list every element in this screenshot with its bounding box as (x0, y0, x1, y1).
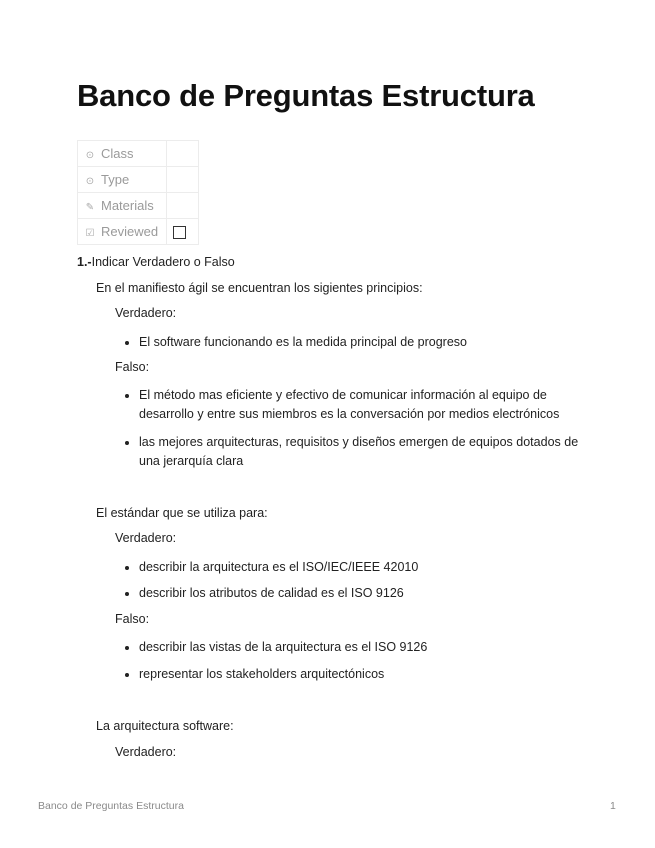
property-row-class (78, 141, 199, 167)
question-prompt: En el manifiesto ágil se encuentran los sigientes principios: (96, 281, 423, 295)
question-number: 1.- (77, 255, 92, 269)
property-row-reviewed (78, 219, 199, 245)
list-item: las mejores arquitecturas, requisitos y diseños emergen de equipos dotados de una jerarquía clara (139, 433, 579, 471)
property-value-class[interactable] (167, 141, 199, 167)
checkbox-icon: ☑ (85, 228, 95, 239)
property-label: Reviewed (101, 224, 159, 239)
true-label: Verdadero: (115, 531, 177, 545)
reviewed-checkbox[interactable] (173, 226, 186, 239)
list-item: describir la arquitectura es el ISO/IEC/IEEE 42010 (139, 558, 579, 577)
list-item: describir los atributos de calidad es el ISO 9126 (139, 584, 579, 603)
footer-document-name: Banco de Preguntas Estructura (38, 800, 184, 812)
property-row-type (78, 167, 199, 193)
property-row-materials (78, 193, 199, 219)
footer-page-number: 1 (610, 800, 616, 812)
property-label: Class (101, 146, 134, 161)
false-label: Falso: (115, 360, 150, 374)
property-value-type[interactable] (167, 167, 199, 193)
property-label: Materials (101, 198, 154, 213)
page-title: Banco de Preguntas Estructura (77, 78, 535, 113)
list-item: describir las vistas de la arquitectura es el ISO 9126 (139, 638, 579, 657)
target-icon: ⊙ (85, 150, 95, 161)
true-label: Verdadero: (115, 306, 177, 320)
list-item: El método mas eficiente y efectivo de comunicar información al equipo de desarrollo y entre sus miembros es la conversación por medios electrónicos (139, 386, 579, 424)
target-icon: ⊙ (85, 176, 95, 187)
question-prompt: La arquitectura software: (96, 719, 234, 733)
true-label: Verdadero: (115, 745, 177, 759)
properties-table (77, 140, 199, 245)
false-label: Falso: (115, 612, 150, 626)
list-item: El software funcionando es la medida principal de progreso (139, 333, 579, 352)
question-heading: 1.-Indicar Verdadero o Falso (77, 255, 235, 269)
list-item: representar los stakeholders arquitectónicos (139, 665, 579, 684)
property-value-materials[interactable] (167, 193, 199, 219)
paperclip-icon: ✎ (85, 202, 95, 213)
property-label: Type (101, 172, 130, 187)
question-prompt: El estándar que se utiliza para: (96, 506, 268, 520)
